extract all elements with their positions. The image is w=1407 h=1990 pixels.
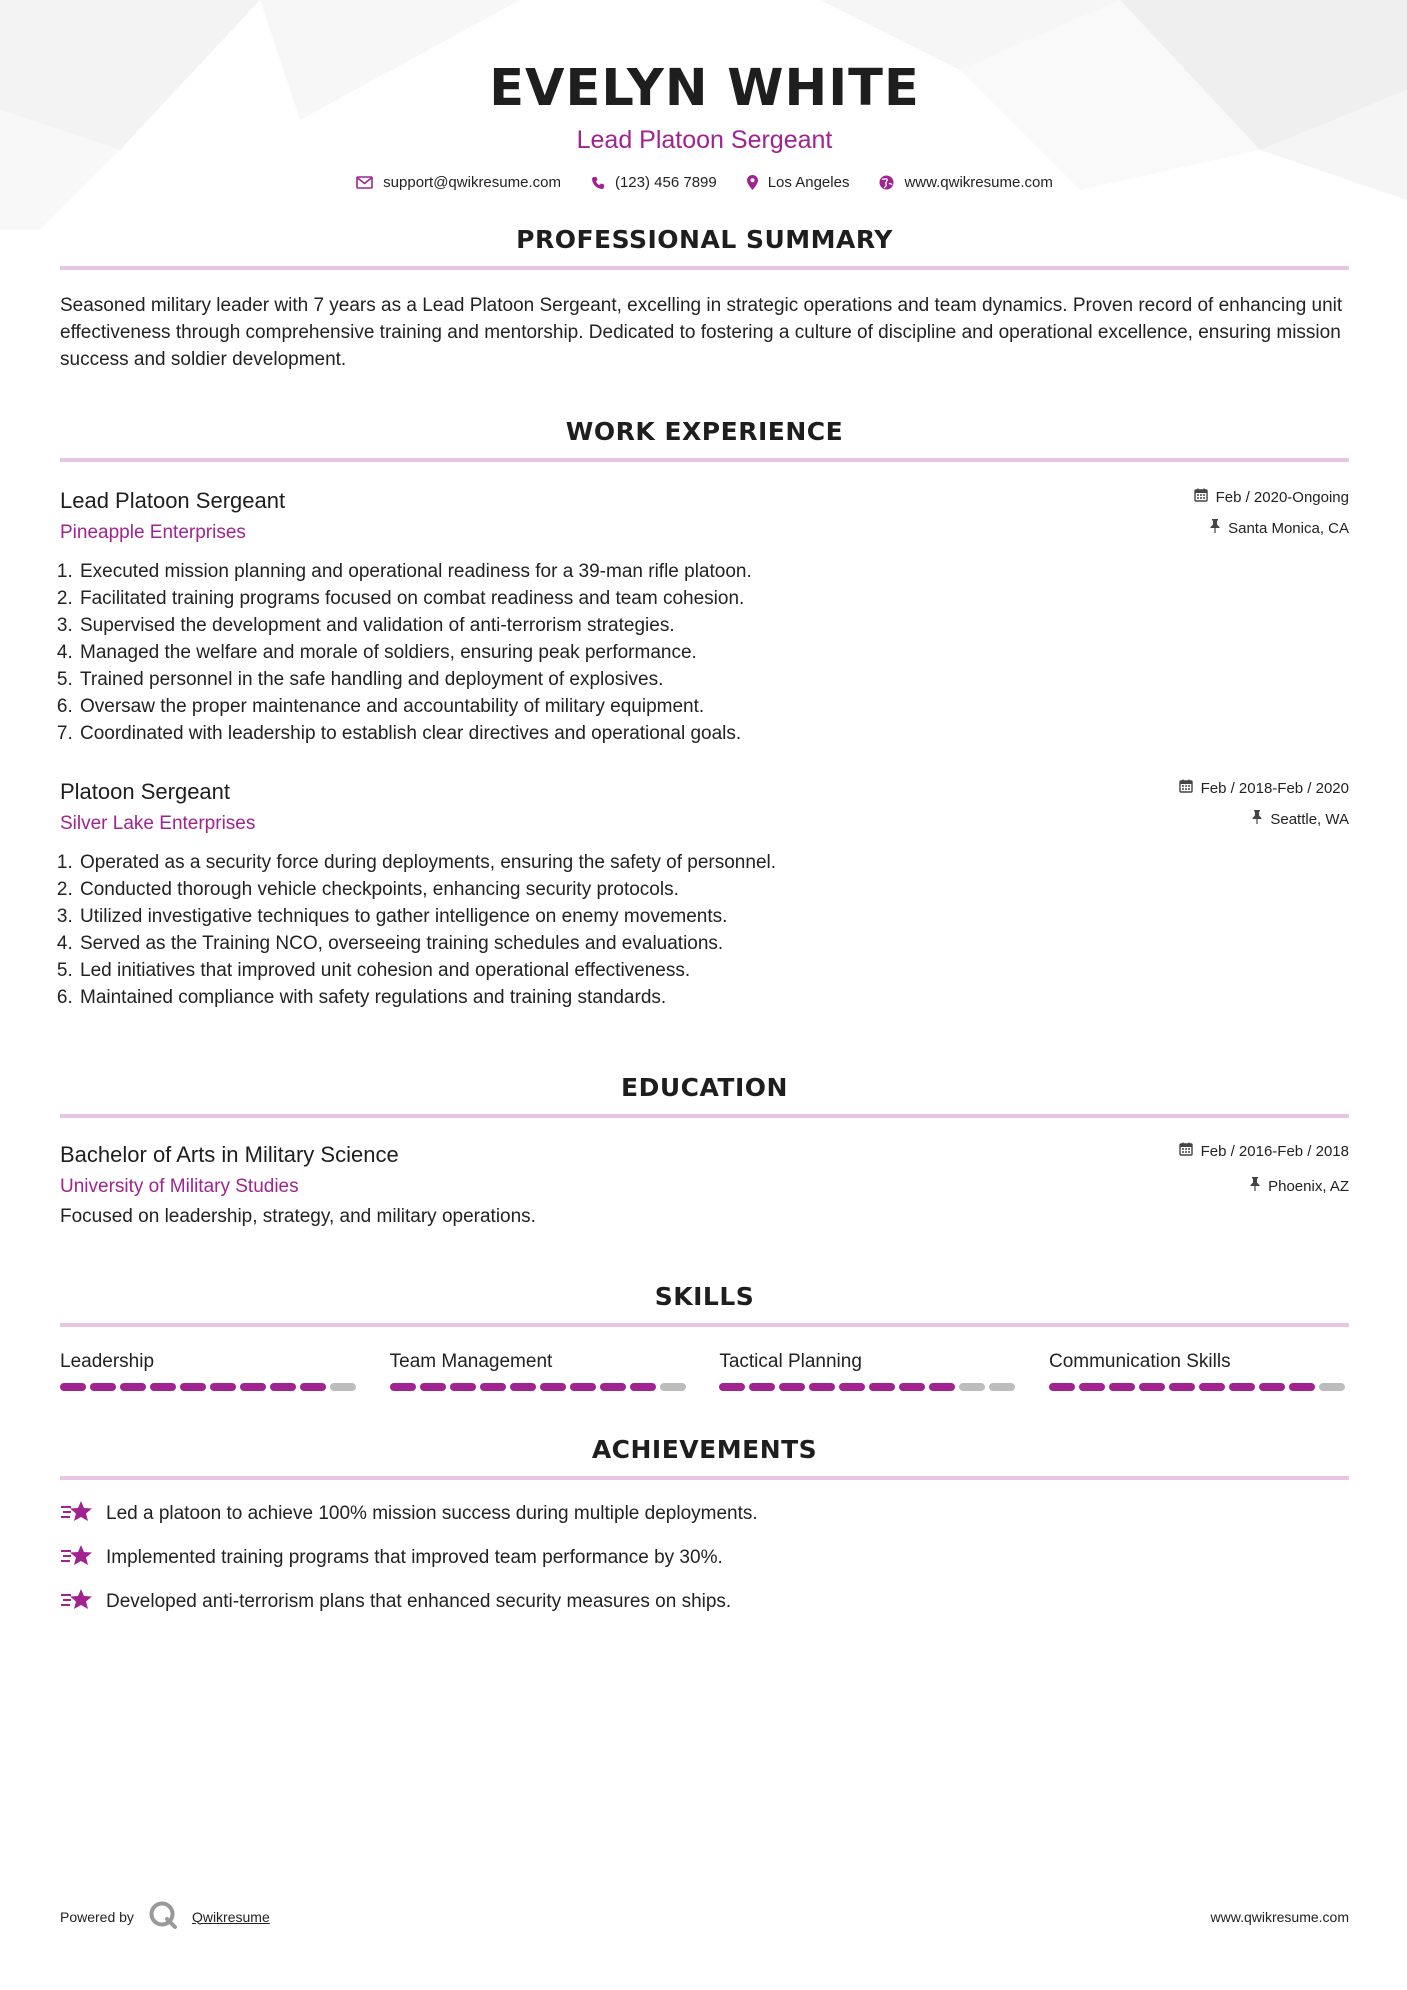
skill-level-segment xyxy=(300,1383,326,1391)
list-item: 7. Coordinated with leadership to establish clear directives and operational goals. xyxy=(78,720,1349,747)
skill-level-segment xyxy=(540,1383,566,1391)
experience-section xyxy=(60,417,1349,1011)
qwikresume-logo-icon xyxy=(148,1900,178,1933)
skill-name: Communication Skills xyxy=(1048,1351,1231,1372)
company-name: Silver Lake Enterprises xyxy=(60,813,256,834)
skill-level-segment xyxy=(330,1383,356,1391)
skill-name: Tactical Planning xyxy=(719,1351,862,1372)
list-item: 5. Trained personnel in the safe handling and deployment of explosives. xyxy=(78,666,1349,693)
skill-level-segment xyxy=(1199,1383,1225,1391)
education-section xyxy=(60,1073,1349,1228)
job-entry xyxy=(60,488,1349,747)
list-item: 2. Conducted thorough vehicle checkpoints, enhancing security protocols. xyxy=(78,876,1349,903)
list-item: 3. Utilized investigative techniques to gather intelligence on enemy movements. xyxy=(78,903,1349,930)
skill-level-segment xyxy=(1139,1383,1165,1391)
resume-header xyxy=(60,0,1349,191)
list-item: 3. Supervised the development and validation of anti-terrorism strategies. xyxy=(78,612,1349,639)
skill-level-segment xyxy=(210,1383,236,1391)
resume-page xyxy=(60,0,1349,1615)
skill-level-segment xyxy=(929,1383,955,1391)
envelope-icon xyxy=(356,176,373,189)
achievements-heading: ACHIEVEMENTS xyxy=(591,1435,818,1464)
skill-level-segment xyxy=(749,1383,775,1391)
skill-level-segment xyxy=(779,1383,805,1391)
list-item: 2. Facilitated training programs focused on combat readiness and team cohesion. xyxy=(78,585,1349,612)
skill-level-segment xyxy=(180,1383,206,1391)
skills-section xyxy=(60,1282,1349,1391)
skills-grid xyxy=(60,1351,1349,1391)
achievement-text: Led a platoon to achieve 100% mission success during multiple deployments. xyxy=(106,1502,758,1524)
calendar-icon xyxy=(1179,779,1193,797)
achievement-item xyxy=(60,1588,1349,1615)
summary-text: Seasoned military leader with 7 years as a Lead Platoon Sergeant, excelling in strategic operations and team dynamics. Proven record of enhancing unit effectiveness through comprehensive training and mentorship. Dedicated to fostering a culture of discipline and operational excellence, ensuring mission success and soldier development. xyxy=(60,295,1343,370)
skills-heading: SKILLS xyxy=(654,1282,755,1311)
education-entry xyxy=(60,1142,1349,1228)
skill-level-bar xyxy=(390,1383,690,1391)
skill-level-segment xyxy=(899,1383,925,1391)
skill-level-segment xyxy=(1319,1383,1345,1391)
skill-level-segment xyxy=(1079,1383,1105,1391)
summary-section xyxy=(60,225,1349,373)
skill-level-segment xyxy=(1169,1383,1195,1391)
skill-level-segment xyxy=(420,1383,446,1391)
candidate-title: Lead Platoon Sergeant xyxy=(576,126,833,154)
star-icon xyxy=(60,1542,94,1574)
job-meta xyxy=(1194,488,1349,544)
pushpin-icon xyxy=(1210,519,1220,537)
list-item: 6. Maintained compliance with safety regulations and training standards. xyxy=(78,984,1349,1011)
phone-text: (123) 456 7899 xyxy=(614,174,717,191)
education-dates: Feb / 2016-Feb / 2018 xyxy=(1200,1142,1349,1160)
section-divider xyxy=(60,1323,1349,1327)
calendar-icon xyxy=(1194,488,1208,506)
skill-level-segment xyxy=(660,1383,686,1391)
skill-level-segment xyxy=(90,1383,116,1391)
contact-bar xyxy=(60,174,1349,191)
email-text: support@qwikresume.com xyxy=(383,174,561,191)
pushpin-icon xyxy=(1252,810,1262,828)
skill-level-segment xyxy=(60,1383,86,1391)
candidate-name: EVELYN WHITE xyxy=(489,59,920,118)
skill-level-segment xyxy=(390,1383,416,1391)
skill-level-segment xyxy=(240,1383,266,1391)
achievement-text: Implemented training programs that improved team performance by 30%. xyxy=(106,1546,723,1568)
section-divider xyxy=(60,1476,1349,1480)
achievement-item xyxy=(60,1500,1349,1527)
skill-level-segment xyxy=(869,1383,895,1391)
skill-item xyxy=(1049,1351,1349,1391)
duty-list xyxy=(60,849,1349,1011)
job-dates: Feb / 2020-Ongoing xyxy=(1215,488,1349,506)
skill-level-segment xyxy=(1109,1383,1135,1391)
globe-icon xyxy=(879,175,894,190)
section-divider xyxy=(60,266,1349,270)
skill-level-bar xyxy=(60,1383,360,1391)
qwikresume-link[interactable]: Qwikresume xyxy=(191,1908,270,1925)
skill-name: Team Management xyxy=(389,1351,553,1372)
degree-title: Bachelor of Arts in Military Science xyxy=(60,1142,399,1167)
list-item: 4. Managed the welfare and morale of soldiers, ensuring peak performance. xyxy=(78,639,1349,666)
achievement-text: Developed anti-terrorism plans that enhanced security measures on ships. xyxy=(106,1590,732,1612)
skill-level-segment xyxy=(959,1383,985,1391)
powered-by xyxy=(60,1900,270,1933)
list-item: 4. Served as the Training NCO, overseeing training schedules and evaluations. xyxy=(78,930,1349,957)
education-heading: EDUCATION xyxy=(621,1073,788,1102)
page-footer xyxy=(60,1900,1349,1933)
skill-level-segment xyxy=(719,1383,745,1391)
skill-level-segment xyxy=(150,1383,176,1391)
contact-phone[interactable] xyxy=(591,174,717,191)
contact-location xyxy=(747,174,850,191)
contact-email[interactable] xyxy=(356,174,561,191)
skill-level-segment xyxy=(480,1383,506,1391)
section-divider xyxy=(60,458,1349,462)
contact-website[interactable] xyxy=(879,174,1052,191)
skill-level-segment xyxy=(1289,1383,1315,1391)
skill-level-segment xyxy=(510,1383,536,1391)
education-meta xyxy=(1179,1142,1349,1228)
powered-by-label: Powered by xyxy=(60,1908,134,1925)
pushpin-icon xyxy=(1250,1177,1260,1195)
skill-level-segment xyxy=(630,1383,656,1391)
experience-heading: WORK EXPERIENCE xyxy=(565,417,844,446)
skill-level-segment xyxy=(1229,1383,1255,1391)
achievement-list xyxy=(60,1500,1349,1615)
skill-level-segment xyxy=(450,1383,476,1391)
job-title: Platoon Sergeant xyxy=(60,779,231,804)
skill-level-segment xyxy=(1049,1383,1075,1391)
calendar-icon xyxy=(1179,1142,1193,1160)
skill-level-bar xyxy=(719,1383,1019,1391)
location-text: Los Angeles xyxy=(767,174,850,191)
footer-website[interactable]: www.qwikresume.com xyxy=(1210,1908,1349,1925)
section-divider xyxy=(60,1114,1349,1118)
achievements-section xyxy=(60,1435,1349,1615)
achievement-item xyxy=(60,1544,1349,1571)
star-icon xyxy=(60,1498,94,1530)
phone-icon xyxy=(591,176,605,190)
school-name: University of Military Studies xyxy=(60,1176,299,1197)
skill-level-segment xyxy=(839,1383,865,1391)
skill-name: Leadership xyxy=(60,1351,155,1372)
list-item: 1. Operated as a security force during deployments, ensuring the safety of personnel. xyxy=(78,849,1349,876)
list-item: 5. Led initiatives that improved unit cohesion and operational effectiveness. xyxy=(78,957,1349,984)
list-item: 6. Oversaw the proper maintenance and accountability of military equipment. xyxy=(78,693,1349,720)
skill-level-segment xyxy=(570,1383,596,1391)
education-description: Focused on leadership, strategy, and military operations. xyxy=(60,1206,536,1227)
skill-level-segment xyxy=(600,1383,626,1391)
job-title: Lead Platoon Sergeant xyxy=(60,488,286,513)
duty-list xyxy=(60,558,1349,747)
list-item: 1. Executed mission planning and operational readiness for a 39-man rifle platoon. xyxy=(78,558,1349,585)
skill-item xyxy=(719,1351,1019,1391)
website-text: www.qwikresume.com xyxy=(904,174,1053,191)
skill-level-segment xyxy=(270,1383,296,1391)
map-pin-icon xyxy=(747,175,758,190)
skill-item xyxy=(390,1351,690,1391)
summary-heading: PROFESSIONAL SUMMARY xyxy=(516,225,893,254)
job-entry xyxy=(60,779,1349,1011)
skill-item xyxy=(60,1351,360,1391)
skill-level-segment xyxy=(1259,1383,1285,1391)
skill-level-segment xyxy=(809,1383,835,1391)
job-meta xyxy=(1179,779,1349,835)
job-location: Seattle, WA xyxy=(1270,810,1349,828)
skill-level-segment xyxy=(120,1383,146,1391)
skill-level-bar xyxy=(1049,1383,1349,1391)
company-name: Pineapple Enterprises xyxy=(60,522,246,543)
job-dates: Feb / 2018-Feb / 2020 xyxy=(1200,779,1349,797)
education-location: Phoenix, AZ xyxy=(1268,1177,1349,1195)
job-location: Santa Monica, CA xyxy=(1228,519,1349,537)
skill-level-segment xyxy=(989,1383,1015,1391)
star-icon xyxy=(60,1586,94,1618)
